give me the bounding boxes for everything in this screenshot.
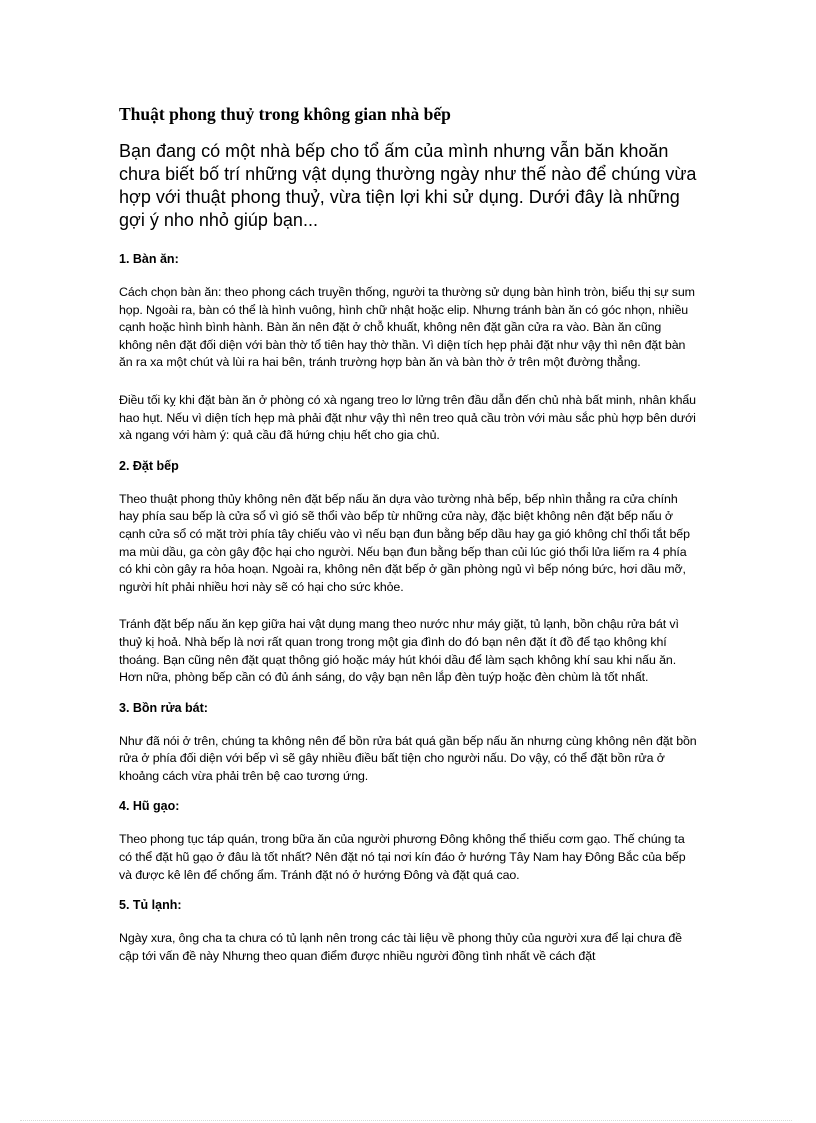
page-bottom-divider [20, 1120, 792, 1121]
section-heading-dat-bep: 2. Đặt bếp [119, 458, 179, 473]
section-heading-bon-rua-bat: 3. Bồn rửa bát: [119, 700, 208, 715]
section-heading-tu-lanh: 5. Tủ lạnh: [119, 898, 182, 913]
document-body [119, 103, 697, 978]
intro-paragraph: Bạn đang có một nhà bếp cho tổ ấm của mình nhưng vẫn băn khoăn chưa biết bố trí những vật dụng thường ngày như thế nào để chúng vừa hợp với thuật phong thuỷ, vừa tiện lợi khi sử dụng. Dưới đây là những gợi ý nho nhỏ giúp bạn... [119, 141, 697, 230]
section-heading-hu-gao: 4. Hũ gạo: [119, 799, 180, 814]
section-paragraph: Ngày xưa, ông cha ta chưa có tủ lạnh nên trong các tài liệu về phong thủy của người xưa để lại chưa đề cập tới vấn đề này Nhưng theo quan điểm được nhiều người đồng tình nhất về cách đặt [119, 931, 682, 963]
section-paragraph: Điều tối kỵ khi đặt bàn ăn ở phòng có xà ngang treo lơ lửng trên đầu dẫn đến chủ nhà bất minh, nhân khẩu hao hụt. Nếu vì diện tích hẹp mà phải đặt như vậy thì nên treo quả cầu tròn với màu sắc phù hợp bên dưới xà ngang với hàm ý: quả cầu đã hứng chịu hết cho gia chủ. [119, 392, 696, 443]
section-paragraph: Theo phong tục táp quán, trong bữa ăn của người phương Đông không thể thiếu cơm gạo. Thế chúng ta có thể đặt hũ gạo ở đâu là tốt nhất? Nên đặt nó tại nơi kín đáo ở hướng Tây Nam hay Đông Bắc của bếp và được kê lên để chống ẩm. Tránh đặt nó ở hướng Đông và đặt quá cao. [119, 832, 686, 882]
section-paragraph: Tránh đặt bếp nấu ăn kẹp giữa hai vật dụng mang theo nước như máy giặt, tủ lạnh, bồn chậu rửa bát vì thuỷ kị hoả. Nhà bếp là nơi rất quan trong trong một gia đình do đó bạn nên đặt ít đồ để tạo không khí thoáng. Bạn cũng nên đặt quạt thông gió hoặc máy hút khói dầu để làm sạch không khí sau khi nấu ăn. Hơn nữa, phòng bếp cần có đủ ánh sáng, do vậy bạn nên lắp đèn tuýp hoặc đèn chùm là tốt nhất. [119, 617, 679, 685]
section-heading-ban-an: 1. Bàn ăn: [119, 252, 179, 266]
section-paragraph: Cách chọn bàn ăn: theo phong cách truyền thống, người ta thường sử dụng bàn hình tròn, biểu thị sự sum họp. Ngoài ra, bàn có thể là hình vuông, hình chữ nhật hoặc elip. Nhưng tránh bàn ăn có góc nhọn, nhiều cạnh hoặc hình bình hành. Bàn ăn nên đặt ở chỗ khuất, không nên đặt gần cửa ra vào. Bàn ăn cũng không nên đặt đối diện với bàn thờ tổ tiên hay thờ thần. Vì diện tích hẹp phải đặt như vậy thì nên đặt bàn ăn ra xa một chút và lùi ra hai bên, tránh trường hợp bàn ăn và bàn thờ ở trên một đường thẳng. [119, 285, 695, 370]
section-paragraph: Theo thuật phong thủy không nên đặt bếp nấu ăn dựa vào tường nhà bếp, bếp nhìn thẳng ra cửa chính hay phía sau bếp là cửa sổ vì gió sẽ thổi vào bếp từ những cửa này, đặc biệt không nên đặt bếp nấu ở cạnh cửa sổ có mặt trời phía tây chiếu vào vì nếu bạn đun bằng bếp dầu hay ga gió không chỉ thổi tắt bếp ma mùi dầu, ga còn gây độc hại cho người. Nếu bạn đun bằng bếp than củi lúc gió thổi lửa liếm ra 4 phía có khi còn gây ra hỏa hoạn. Ngoài ra, không nên đặt bếp ở gần phòng ngủ vì bếp nóng bức, hơi dầu mỡ, người hít phải nhiều hơi này sẽ có hại cho sức khỏe. [119, 491, 690, 594]
document-title: Thuật phong thuỷ trong không gian nhà bếp [119, 104, 451, 124]
section-paragraph: Như đã nói ở trên, chúng ta không nên để bồn rửa bát quá gần bếp nấu ăn nhưng cùng không nên đặt bồn rửa ở phía đối diện với bếp vì sẽ gây nhiều điều bất tiện cho người nấu. Do vậy, có thể đặt bồn rửa ở khoảng cách vừa phải trên bệ cao tương ứng. [119, 733, 697, 783]
